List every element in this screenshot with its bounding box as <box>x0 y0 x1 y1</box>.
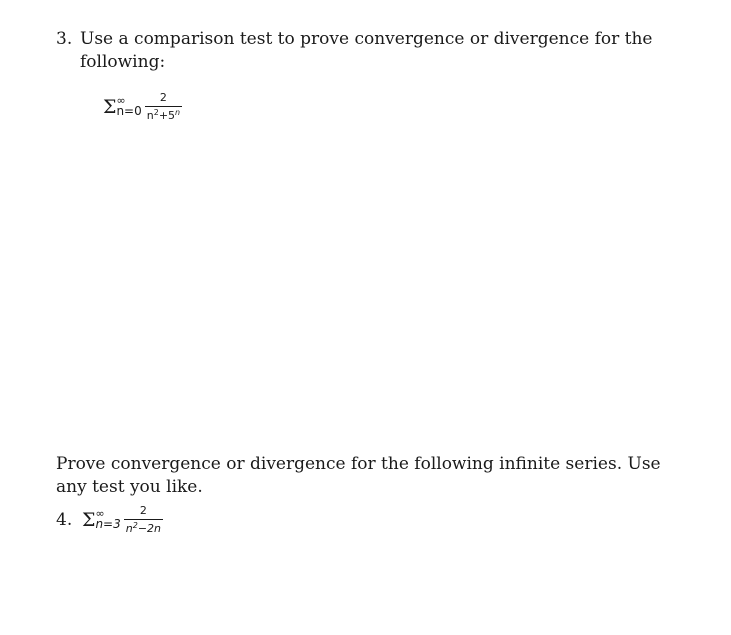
denominator-base: n <box>146 109 154 122</box>
summation <box>103 94 142 118</box>
denominator-minus-2n: −2n <box>137 522 161 535</box>
denominator-plus-five: +5 <box>158 109 176 122</box>
numerator: 2 <box>159 91 167 104</box>
denominator-exponent-n: n <box>175 108 181 117</box>
sigma-symbol: Σ <box>103 96 117 118</box>
lower-limit: n=0 <box>116 104 142 118</box>
intro-instructions: Prove convergence or divergence for the following infinite series. Use any test you like. <box>56 454 661 497</box>
denominator <box>145 106 182 122</box>
problem-4-number: 4. <box>56 510 73 530</box>
denominator-exponent: 2 <box>132 521 138 530</box>
series-term-fraction <box>145 92 182 122</box>
upper-limit: ∞ <box>116 94 126 107</box>
summation-limits <box>95 507 121 531</box>
problem-3-series <box>103 92 182 122</box>
denominator <box>124 519 163 535</box>
problem-4-series <box>82 505 163 535</box>
series-term-fraction <box>124 505 163 535</box>
upper-limit: ∞ <box>95 507 105 520</box>
numerator: 2 <box>139 504 147 517</box>
lower-limit: n=3 <box>95 517 121 531</box>
problem-3-number: 3. <box>56 29 73 49</box>
sigma-symbol: Σ <box>82 509 96 531</box>
problem-3-text: Use a comparison test to prove convergence or divergence for the following: <box>80 29 653 72</box>
denominator-exponent: 2 <box>153 108 159 117</box>
summation <box>82 507 121 531</box>
summation-limits <box>116 94 142 118</box>
denominator-base: n <box>125 522 133 535</box>
